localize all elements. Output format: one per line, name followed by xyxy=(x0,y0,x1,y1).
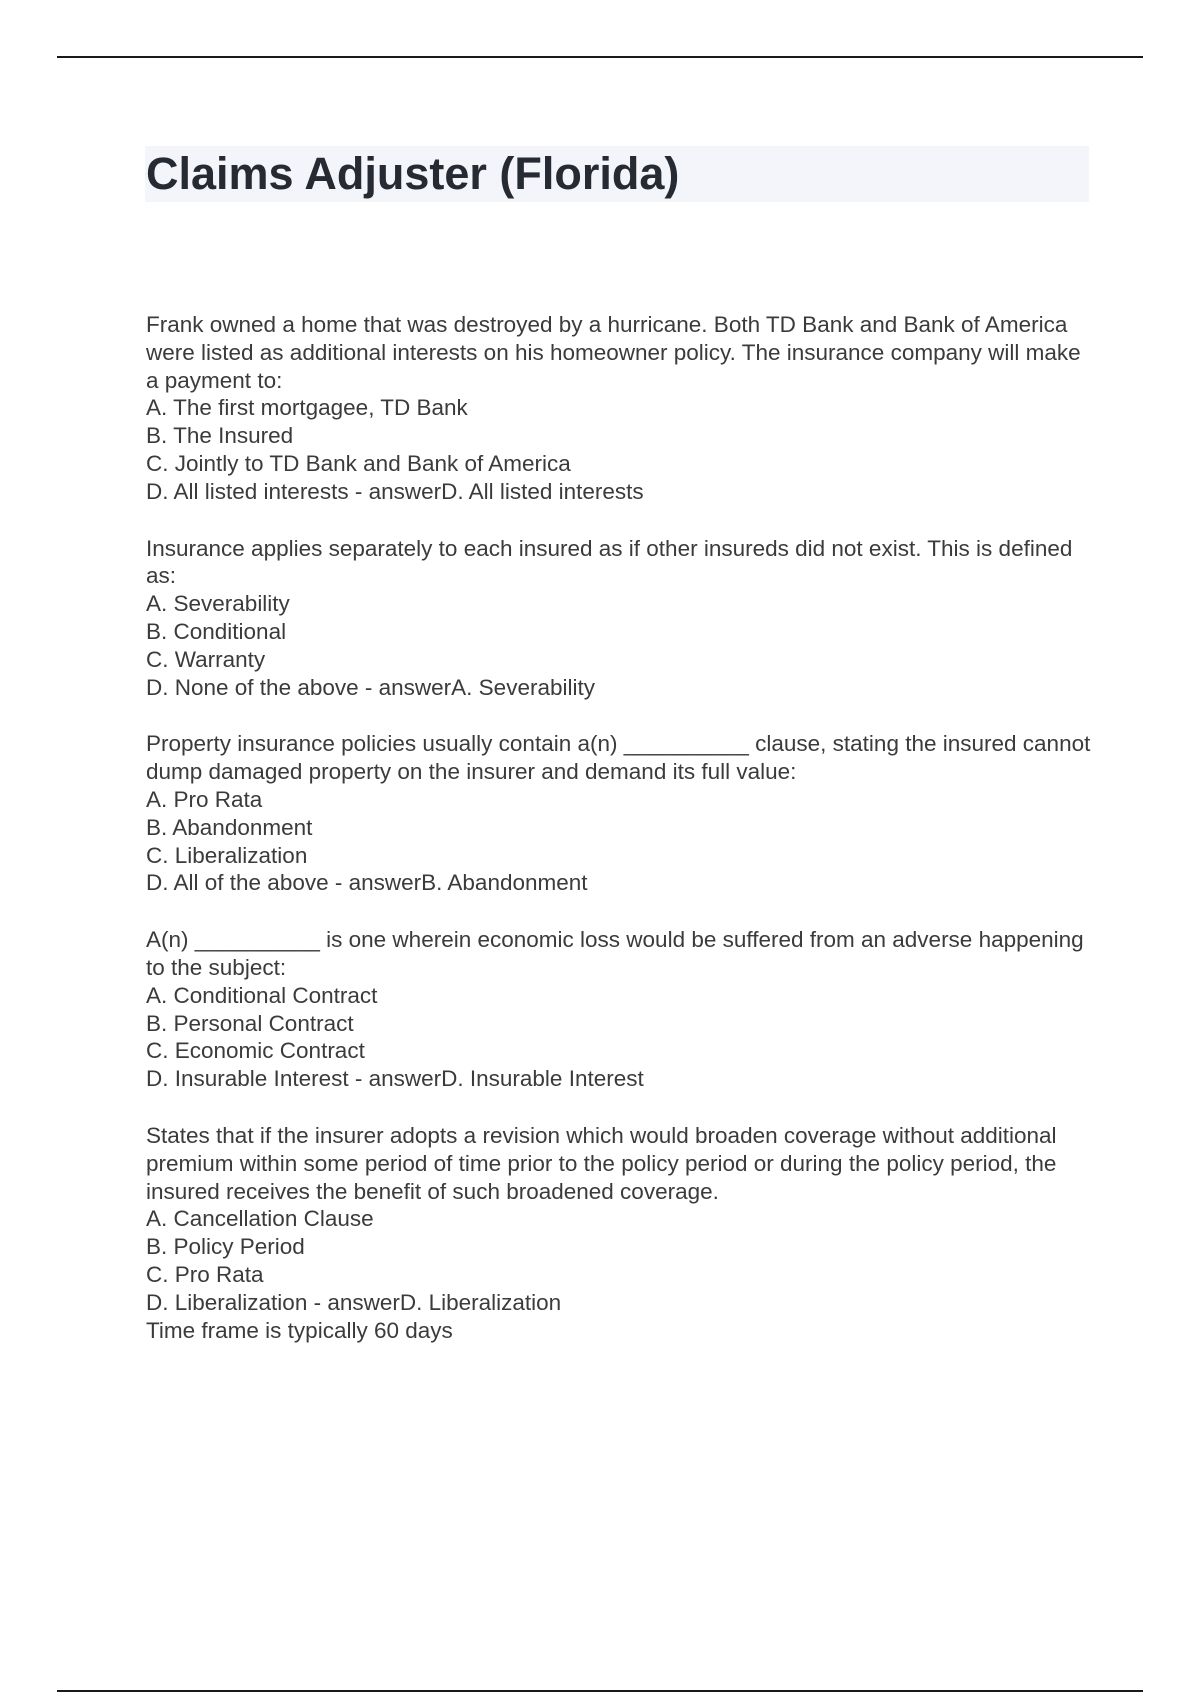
option-b: B. Policy Period xyxy=(146,1234,305,1260)
answer-note: Time frame is typically 60 days xyxy=(146,1317,453,1343)
page-title: Claims Adjuster (Florida) xyxy=(146,148,680,199)
option-d-answer: D. Liberalization - answerD. Liberalization xyxy=(146,1289,562,1315)
option-c: C. Jointly to TD Bank and Bank of America xyxy=(146,450,571,476)
question-block xyxy=(146,311,1096,506)
question-text: Insurance applies separately to each insured as if other insureds did not exist. This is defined as: xyxy=(146,535,1073,589)
option-c: C. Liberalization xyxy=(146,842,308,868)
option-a: A. Severability xyxy=(146,591,290,617)
option-b: B. The Insured xyxy=(146,423,294,449)
option-b: B. Personal Contract xyxy=(146,1010,354,1036)
question-block xyxy=(146,730,1096,897)
option-c: C. Warranty xyxy=(146,646,266,672)
question-block xyxy=(146,926,1096,1093)
option-b: B. Conditional xyxy=(146,618,287,644)
option-b: B. Abandonment xyxy=(146,814,313,840)
option-d-answer: D. All of the above - answerB. Abandonment xyxy=(146,870,588,896)
question-block xyxy=(146,535,1096,702)
question-text: A(n) __________ is one wherein economic loss would be suffered from an adverse happening to the subject: xyxy=(146,927,1084,980)
option-a: A. Cancellation Clause xyxy=(146,1206,374,1232)
bottom-rule xyxy=(57,1690,1143,1692)
option-a: A. Conditional Contract xyxy=(146,982,378,1008)
question-text: Property insurance policies usually contain a(n) __________ clause, stating the insured cannot dump damaged property on the insurer and demand its full value: xyxy=(146,731,1091,785)
question-text: States that if the insurer adopts a revision which would broaden coverage without additional premium within some period of time prior to the policy period or during the policy period, the insured receives the benefit of such broadened coverage. xyxy=(146,1122,1057,1204)
option-d-answer: D. None of the above - answerA. Severability xyxy=(146,674,595,700)
option-d-answer: D. All listed interests - answerD. All listed interests xyxy=(146,478,644,504)
option-a: A. The first mortgagee, TD Bank xyxy=(146,395,468,421)
option-a: A. Pro Rata xyxy=(146,786,263,812)
option-d-answer: D. Insurable Interest - answerD. Insurable Interest xyxy=(146,1066,644,1092)
question-text: Frank owned a home that was destroyed by a hurricane. Both TD Bank and Bank of America were listed as additional interests on his homeowner policy. The insurance company will make a payment to: xyxy=(146,312,1081,393)
option-c: C. Pro Rata xyxy=(146,1261,264,1287)
option-c: C. Economic Contract xyxy=(146,1038,365,1064)
question-block xyxy=(146,1122,1096,1344)
question-list xyxy=(146,311,1096,1373)
top-rule xyxy=(57,56,1143,58)
